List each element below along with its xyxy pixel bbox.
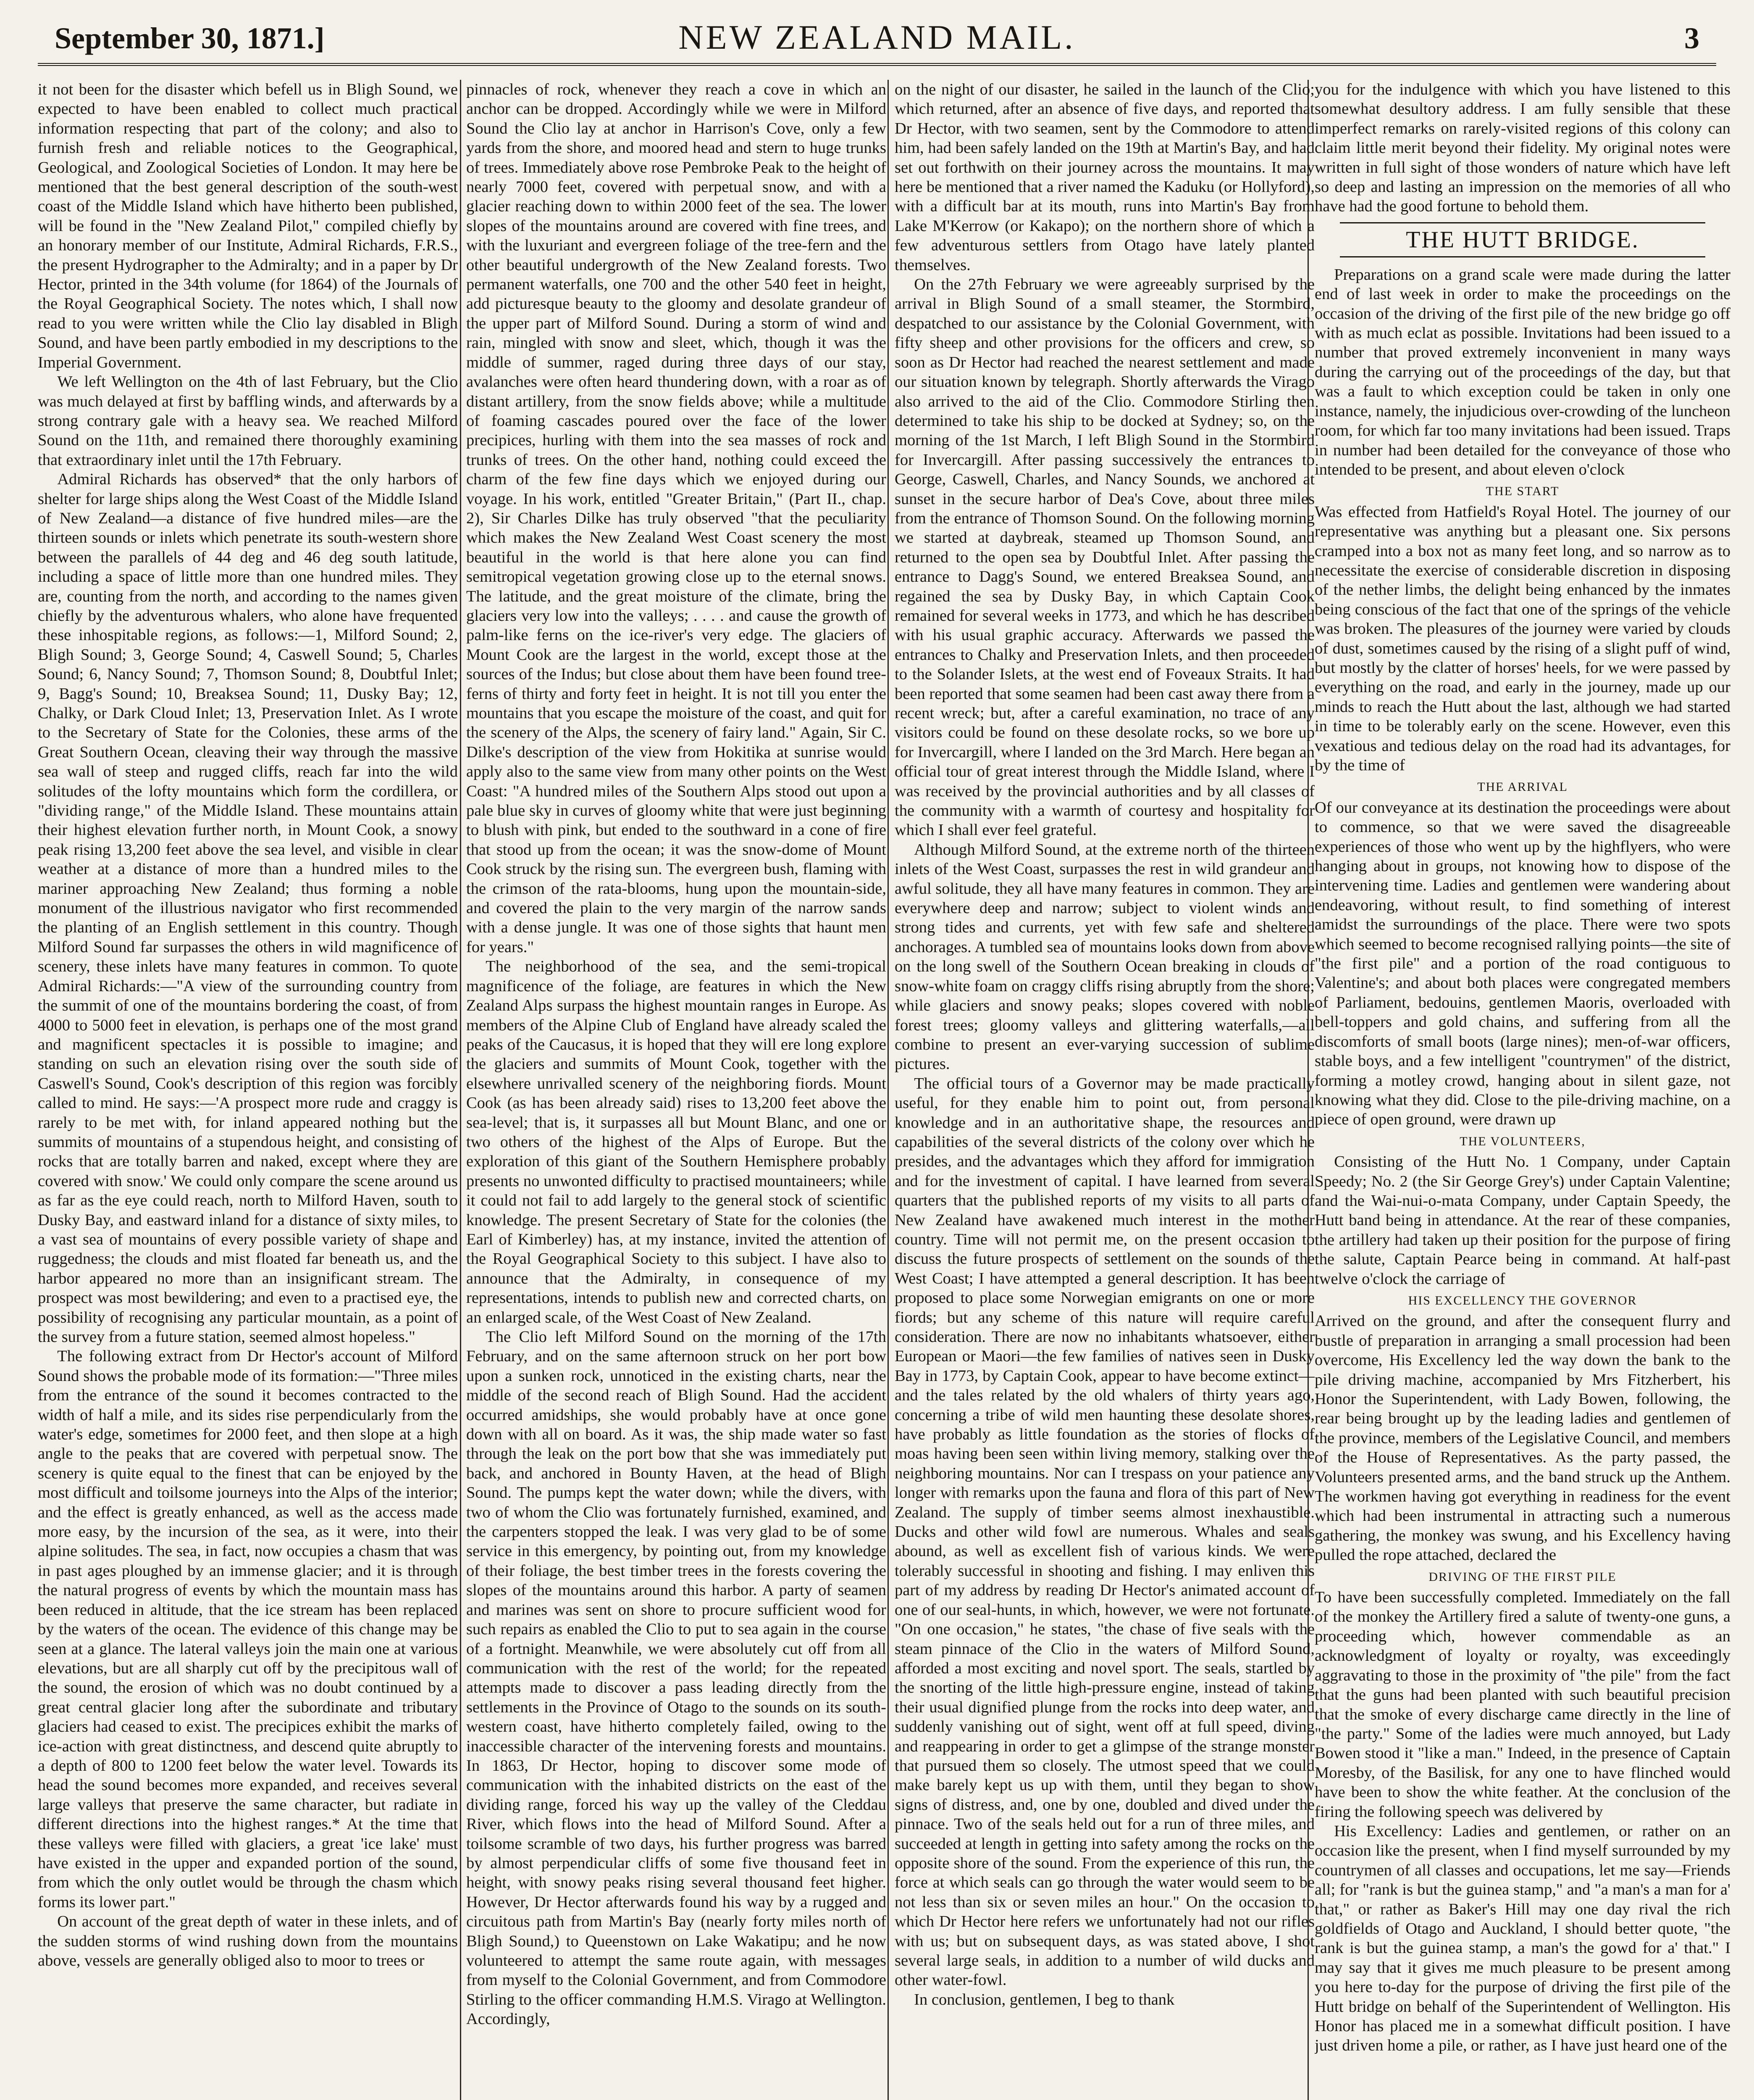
subheading: HIS EXCELLENCY THE GOVERNOR	[1408, 1293, 1637, 1307]
paragraph: The following extract from Dr Hector's account of Milford Sound shows the probable mode of its formation:—"Three miles from the entrance of the sound it becomes contracted to the width of half a mile, and its sides rise perpendicularly from the water's edge, sometimes for 2000 feet, and then slope at a high angle to the peaks that are covered with perpetual snow. The scenery is quite equal to the finest that can be enjoyed by the most difficult and toilsome journeys into the Alps of the interior; and the effect is greatly enhanced, as well as the access made more easy, by the incursion of the sea, as it were, into their alpine solitudes. The sea, in fact, now occupies a chasm that was in past ages ploughed by an immense glacier; and it is through the natural progress of events by which the mountain mass has been reduced in altitude, that the ice stream has been replaced by the waters of the ocean. The evidence of this change may be seen at a glance. The lateral valleys join the main one at various elevations, but are all sharply cut off by the precipitous wall of the sound, the erosion of which was no doubt continued by a great central glacier long after the subordinate and tributary glaciers had ceased to exist. The precipices exhibit the marks of ice-action with great distinctness, and descend quite abruptly to a depth of 800 to 1200 feet below the water level. Towards its head the sound becomes more expanded, and receives several large valleys that preserve the same character, but radiate in different directions into the highest ranges.* At the time that these valleys were filled with glaciers, a great 'ice lake' must have existed in the upper and expanded portion of the sound, from which the only outlet would be through the chasm which forms its lower part."	[38, 1347, 458, 1911]
paragraph: Preparations on a grand scale were made during the latter end of last week in order to make the proceedings on the occasion of the driving of the first pile of the new bridge go off with as much eclat as possible. Invitations had been issued to a number that proved extremely inconvenient in many ways during the carrying out of the proceedings of the day, but that was a fault to which exception could be taken in only one instance, namely, the injudicious over-crowding of the luncheon room, for which far too many invitations had been issued. Traps in number had been detailed for the conveyance of those who intended to be present, and about eleven o'clock	[1315, 265, 1730, 478]
subheading: DRIVING OF THE FIRST PILE	[1428, 1570, 1617, 1584]
column-4	[1315, 80, 1730, 2100]
paragraph: On the 27th February we were agreeably surprised by the arrival in Bligh Sound of a small steamer, the Stormbird, despatched to our assistance by the Colonial Government, with fifty sheep and other provisions for the officers and crew, so soon as Dr Hector had reached the nearest settlement and made our situation known by telegraph. Shortly afterwards the Virago also arrived to the aid of the Clio. Commodore Stirling then determined to take his ship to be docked at Sydney; so, on the morning of the 1st March, I left Bligh Sound in the Stormbird for Invercargill. After passing successively the entrances to George, Caswell, Charles, and Nancy Sounds, we anchored at sunset in the secure harbor of Dea's Cove, about three miles from the entrance of Thomson Sound. On the following morning we started at daybreak, steamed up Thomson Sound, and returned to the open sea by Doubtful Inlet. After passing the entrance to Dagg's Sound, we entered Breaksea Sound, and regained the sea by Dusky Bay, in which Captain Cook remained for several weeks in 1773, and which he has described with his usual graphic accuracy. Afterwards we passed the entrances to Chalky and Preservation Inlets, and then proceeded to the Solander Islets, at the west end of Foveaux Straits. It had been reported that some seamen had been cast away there from a recent wreck; but, after a careful examination, no trace of any visitors could be found on these desolate rocks, so we bore up for Invercargill, where I landed on the 3rd March. Here began an official tour of great interest through the Middle Island, where I was received by the provincial authorities and by all classes of the community with a warmth of courtesy and hospitality for which I shall ever feel grateful.	[895, 276, 1315, 839]
column-rule	[888, 80, 889, 2100]
column-rule	[460, 80, 461, 2100]
paragraph: Admiral Richards has observed* that the only harbors of shelter for large ships along the West Coast of the Middle Island of New Zealand—a distance of five hundred miles—are the thirteen sounds or inlets which penetrate its south-western shore between the parallels of 44 deg and 46 deg south latitude, including a space of little more than one hundred miles. They are, counting from the north, and according to the names given chiefly by the adventurous whalers, who alone have frequented these inhospitable regions, as follows:—1, Milford Sound; 2, Bligh Sound; 3, George Sound; 4, Caswell Sound; 5, Charles Sound; 6, Nancy Sound; 7, Thomson Sound; 8, Doubtful Inlet; 9, Bagg's Sound; 10, Breaksea Sound; 11, Dusky Bay; 12, Chalky, or Dark Cloud Inlet; 13, Preservation Inlet. As I wrote to the Secretary of State for the Colonies, these arms of the Great Southern Ocean, cleaving their way through the massive sea wall of steep and rugged cliffs, reach far into the wild solitudes of the lofty mountains which form the cordillera, or "dividing range," of the Middle Island. These mountains attain their highest elevation further north, in Mount Cook, a snowy peak rising 13,200 feet above the sea level, and visible in clear weather at a distance of more than a hundred miles to the mariner approaching New Zealand; thus forming a noble monument of the illustrious navigator who first recommended the planting of an English settlement in this country. Though Milford Sound far surpasses the others in wild magnificence of scenery, these inlets have many features in common. To quote Admiral Richards:—"A view of the surrounding country from the summit of one of the mountains bordering the coast, of from 4000 to 5000 feet in elevation, is perhaps one of the most grand and magnificent spectacles it is possible to imagine; and standing on such an elevation rising over the south side of Caswell's Sound, Cook's description of this region was forcibly called to mind. He says:—'A prospect more rude and craggy is rarely to be met with, for inland appeared nothing but the summits of mountains of a stupendous height, and consisting of rocks that are totally barren and naked, except where they are covered with snow.' We could only compare the scene around us as far as the eye could reach, north to Milford Haven, south to Dusky Bay, and eastward inland for a distance of sixty miles, to a vast sea of mountains of every possible variety of shape and ruggedness; the clouds and mist floated far beneath us, and the harbor appeared no more than an insignificant stream. The prospect was most bewildering; and even to a practised eye, the possibility of recognising any particular mountain, as a point of the survey from a future station, seemed almost hopeless."	[38, 470, 458, 1346]
paragraph: The neighborhood of the sea, and the semi-tropical magnificence of the foliage, are features in which the New Zealand Alps surpass the highest mountain ranges in Europe. As members of the Alpine Club of England have already scaled the peaks of the Caucasus, it is hoped that they will ere long explore the glaciers and summits of Mount Cook, together with the elsewhere unrivalled scenery of the neighboring fiords. Mount Cook (as has been already said) rises to 13,200 feet above the sea-level; that is, it surpasses all but Mount Blanc, and one or two others of the highest of the Alps of Europe. But the exploration of this giant of the Southern Hemisphere probably presents no unwonted difficulty to practised mountaineers; while it could not fail to add largely to the general stock of scientific knowledge. The present Secretary of State for the colonies (the Earl of Kimberley) has, at my instance, invited the attention of the Royal Geographical Society to this subject. I have also to announce that the Admiralty, in consequence of my representations, intends to publish new and corrected charts, on an enlarged scale, of the West Coast of New Zealand.	[466, 958, 886, 1326]
paragraph: pinnacles of rock, whenever they reach a cove in which an anchor can be dropped. Accordingly while we were in Milford Sound the Clio lay at anchor in Harrison's Cove, only a few yards from the shore, and moored head and stern to huge trunks of trees. Immediately above rose Pembroke Peak to the height of nearly 7000 feet, covered with perpetual snow, and with a glacier reaching down to within 2000 feet of the sea. The lower slopes of the mountains around are covered with fine trees, and with the luxuriant and evergreen foliage of the tree-fern and the other beautiful undergrowth of the New Zealand forests. Two permanent waterfalls, one 700 and the other 540 feet in height, add picturesque beauty to the gloomy and desolate grandeur of the upper part of Milford Sound. During a storm of wind and rain, mingled with snow and sleet, which, though it was the middle of summer, raged during three days of our stay, avalanches were often heard thundering down, with a roar as of distant artillery, from the snow fields above; while a multitude of foaming cascades poured over the face of the lower precipices, hurling with them into the sea masses of rock and trunks of trees. On the other hand, nothing could exceed the charm of the few fine days which we enjoyed during our voyage. In his work, entitled "Greater Britain," (Part II., chap. 2), Sir Charles Dilke has truly observed "that the peculiarity which makes the New Zealand West Coast scenery the most beautiful in the world is that here alone you can find semitropical vegetation growing close up to the eternal snows. The latitude, and the great moisture of the climate, bring the glaciers very low into the valleys; . . . . and cause the growth of palm-like ferns on the ice-river's very edge. The glaciers of Mount Cook are the largest in the world, except those at the sources of the Indus; but close about them have been found tree-ferns of thirty and forty feet in height. It is not till you enter the mountains that you escape the moisture of the coast, and quit for the scenery of the Alps, the scenery of fairy land." Again, Sir C. Dilke's description of the view from Hokitika at sunrise would apply also to the same view from many other points on the West Coast: "A hundred miles of the Southern Alps stood out upon a pale blue sky in curves of gloomy white that were just beginning to blush with pink, but ended to the southward in a cone of fire that stood up from the ocean; it was the snow-dome of Mount Cook struck by the rising sun. The evergreen bush, flaming with the crimson of the rata-blooms, hung upon the mountain-side, and covered the plain to the very margin of the narrow sands with a dense jungle. It was one of those sights that haunt men for years."	[466, 81, 886, 956]
paragraph: Arrived on the ground, and after the consequent flurry and bustle of preparation in arranging a small procession had been overcome, His Excellency led the way down the bank to the pile driving machine, accompanied by Mrs Fitzherbert, his Honor the Superintendent, with Lady Bowen, following, the rear being brought up by the leading ladies and gentlemen of the province, members of the Legislative Council, and members of the House of Representatives. As the party passed, the Volunteers presented arms, and the band struck up the Anthem. The workmen having got everything in readiness for the event which had been instrumental in attracting such a numerous gathering, the monkey was swung, and his Excellency having pulled the rope attached, declared the	[1315, 1312, 1730, 1564]
paragraph: on the night of our disaster, he sailed in the launch of the Clio; which returned, after an absence of five days, and reported that Dr Hector, with two seamen, sent by the Commodore to attend him, had been safely landed on the 19th at Martin's Bay, and had set out forthwith on their journey across the mountains. It may here be mentioned that a river named the Kaduku (or Hollyford), with a difficult bar at its mouth, runs into Martin's Bay from Lake M'Kerrow (or Kakapo); on the northern shore of which a few adventurous settlers from Otago have lately planted themselves.	[895, 81, 1315, 274]
paragraph: Was effected from Hatfield's Royal Hotel. The journey of our representative was anything but a pleasant one. Six persons cramped into a box not as many feet long, and so narrow as to necessitate the exercise of considerable discretion in disposing of the nether limbs, the delight being enhanced by the inmates being conscious of the fact that one of the springs of the vehicle was broken. The pleasures of the journey were varied by clouds of dust, sometimes caused by the rising of a slight puff of wind, but mostly by the clatter of horses' heels, for we were passed by everything on the road, and early in the journey, made up our minds to reach the Hutt about the last, although we had started in time to be tolerably early on the scene. However, even this vexatious and tedious delay on the road had its advantages, for by the time of	[1315, 503, 1730, 774]
paragraph: you for the indulgence with which you have listened to this somewhat desultory address. I am fully sensible that these imperfect remarks on rarely-visited regions of this colony can claim little merit beyond their fidelity. My original notes were written in full sight of those wonders of nature which have left so deep and lasting an impression on the memories of all who have had the good fortune to behold them.	[1315, 81, 1730, 215]
subheading: THE START	[1486, 484, 1560, 499]
paragraph: We left Wellington on the 4th of last February, but the Clio was much delayed at first by baffling winds, and afterwards by a strong contrary gale with a heavy sea. We reached Milford Sound on the 11th, and remained there thoroughly examining that extraordinary inlet until the 17th February.	[38, 373, 458, 469]
paragraph: The Clio left Milford Sound on the morning of the 17th February, and on the same afternoon struck on her port bow upon a sunken rock, unnoticed in the existing charts, near the middle of the second reach of Bligh Sound. Had the accident occurred amidships, she would probably have at once gone down with all on board. As it was, the ship made water so fast through the leak on the port bow that she was immediately put back, and anchored in Bounty Haven, at the head of Bligh Sound. The pumps kept the water down; while the divers, with two of whom the Clio was fortunately furnished, examined, and the carpenters stopped the leak. I was very glad to be of some service in this emergency, by pointing out, from my knowledge of their foliage, the best timber trees in the forests covering the slopes of the mountains around this harbor. A party of seamen and marines was sent on shore to procure sufficient wood for such repairs as enabled the Clio to put to sea again in the course of a fortnight. Meanwhile, we were absolutely cut off from all communication with the rest of the world; for the repeated attempts made to discover a pass leading directly from the settlements in the Province of Otago to the sounds on its south-western coast, have hitherto completely failed, owing to the inaccessible character of the intervening forests and mountains. In 1863, Dr Hector, hoping to discover some mode of communication with the inhabited districts on the east of the dividing range, forced his way up the valley of the Cleddau River, which flows into the head of Milford Sound. After a toilsome scramble of two days, his further progress was barred by almost perpendicular cliffs of some five thousand feet in height, with snowy peaks rising several thousand feet higher. However, Dr Hector afterwards found his way by a rugged and circuitous path from Martin's Bay (nearly forty miles north of Bligh Sound,) to Queenstown on Lake Wakatipu; and he now volunteered to attempt the same route again, with messages from myself to the Colonial Government, and from Commodore Stirling to the officer commanding H.M.S. Virago at Wellington. Accordingly,	[466, 1328, 886, 2028]
masthead	[38, 13, 1716, 66]
paragraph: To have been successfully completed. Immediately on the fall of the monkey the Artillery fired a salute of twenty-one guns, a proceeding which, however commendable as an acknowledgment of loyalty or royalty, was exceedingly aggravating to those in the proximity of "the pile" from the fact that the guns had been planted with such beautiful precision that the smoke of every discharge came directly in the line of "the party." Some of the ladies were much annoyed, but Lady Bowen stood it "like a man." Indeed, in the presence of Captain Moresby, of the Basilisk, for any one to have flinched would have been to show the white feather. At the conclusion of the firing the following speech was delivered by	[1315, 1588, 1730, 1821]
paragraph: On account of the great depth of water in these inlets, and of the sudden storms of wind rushing down from the mountains above, vessels are generally obliged also to moor to trees or	[38, 1913, 458, 1969]
article-title: THE HUTT BRIDGE.	[1340, 222, 1705, 257]
page-number: 3	[1684, 21, 1699, 55]
paragraph: Although Milford Sound, at the extreme north of the thirteen inlets of the West Coast, surpasses the rest in wild grandeur and awful solitude, they all have many features in common. They are everywhere deep and narrow; subject to violent winds and strong tides and currents, yet with few safe and sheltered anchorages. A tumbled sea of mountains looks down from above on the long swell of the Southern Ocean breaking in clouds of snow-white foam on craggy cliffs rising abruptly from the shore; while glaciers and snowy peaks; slopes covered with noble forest trees; gloomy valleys and glittering waterfalls,—all combine to present an ever-varying succession of sublime pictures.	[895, 840, 1315, 1073]
paragraph: His Excellency: Ladies and gentlemen, or rather on an occasion like the present, when I find myself surrounded by my countrymen of all classes and occupations, let me say—Friends all; for "rank is but the guinea stamp," and "a man's a man for a' that," or rather as Baker's Hill may one day rival the rich goldfields of Otago and Auckland, I should better quote, "the rank is but the guinea stamp, a man's the gowd for a' that." I may say that it gives me much pleasure to be present among you here to-day for the purpose of driving the first pile of the Hutt bridge on behalf of the Superintendent of Wellington. His Honor has placed me in a somewhat difficult position. I have just driven home a pile, or rather, as I have just heard one of the	[1315, 1822, 1730, 2055]
newspaper-title: NEW ZEALAND MAIL.	[678, 18, 1076, 56]
paragraph: Consisting of the Hutt No. 1 Company, under Captain Speedy; No. 2 (the Sir George Grey's) under Captain Valentine; and the Wai-nui-o-mata Company, under Captain Speedy, the Hutt band being in attendance. At the rear of these companies, the artillery had taken up their position for the purpose of firing the salute, Captain Pearce being in command. At half-past twelve o'clock the carriage of	[1315, 1153, 1730, 1288]
issue-date: September 30, 1871.]	[55, 21, 325, 55]
column-1	[38, 80, 458, 2100]
column-2	[466, 80, 886, 2100]
subheading: THE ARRIVAL	[1477, 780, 1568, 794]
paragraph: it not been for the disaster which befell us in Bligh Sound, we expected to have been enabled to collect much practical information respecting that part of the colony; and also to furnish fresh and reliable notices to the Geographical, Geological, and Zoological Societies of London. It may here be mentioned that the best general description of the south-west coast of the Middle Island which have hitherto been published, will be found in the "New Zealand Pilot," compiled chiefly by an honorary member of our Institute, Admiral Richards, F.R.S., the present Hydrographer to the Admiralty; and in a paper by Dr Hector, printed in the 34th volume (for 1864) of the Journals of the Royal Geographical Society. The notes which, I shall now read to you were written while the Clio lay disabled in Bligh Sound, and have been partly embodied in my descriptions to the Imperial Government.	[38, 81, 458, 371]
column-3	[895, 80, 1315, 2100]
paragraph: In conclusion, gentlemen, I beg to thank	[914, 1990, 1175, 2008]
paragraph: Of our conveyance at its destination the proceedings were about to commence, so that we were saved the disagreeable experiences of those who went up by the highflyers, who were hanging about in groups, not knowing how to dispose of the intervening time. Ladies and gentlemen were wandering about endeavoring, without result, to find something of interest amidst the surroundings of the place. There were two spots which seemed to become recognised rallying points—the site of "the first pile" and a portion of the road contiguous to Valentine's; and about both places were congregated members of Parliament, bedouins, gentlemen Maoris, overloaded with bell-toppers and gold chains, and suffering from all the discomforts of small boots (large nines); men-of-war officers, stable boys, and a few intelligent "countrymen" of the district, forming a motley crowd, hanging about in silent gaze, not knowing what they did. Close to the pile-driving machine, on a piece of open ground, were drawn up	[1315, 798, 1730, 1129]
paragraph: The official tours of a Governor may be made practically useful, for they enable him to point out, from personal knowledge and in an authoritative shape, the resources and capabilities of the several districts of the colony over which he presides, and the advantages which they afford for immigration and for the investment of capital. I have learned from several quarters that the published reports of my visits to all parts of New Zealand have awakened much interest in the mother country. Time will not permit me, on the present occasion to discuss the future prospects of settlement on the sounds of the West Coast; I have attempted a general description. It has been proposed to place some Norwegian emigrants on one or more fiords; but any scheme of this nature will require careful consideration. There are now no inhabitants whatsoever, either European or Maori—the few families of natives seen in Dusky Bay in 1773, by Captain Cook, appear to have become extinct—and the tales related by the old whalers of thirty years ago, concerning a tribe of wild men haunting these desolate shores, have probably as little foundation as the stories of flocks of moas having been seen within living memory, stalking over the neighboring mountains. Nor can I trespass on your patience any longer with remarks upon the fauna and flora of this part of New Zealand. The supply of timber seems almost inexhaustible. Ducks and other wild fowl are numerous. Whales and seals abound, as well as excellent fish of various kinds. We were tolerably successful in shooting and fishing. I may enliven this part of my address by reading Dr Hector's animated account of one of our seal-hunts, in which, however, we were not fortunate. "On one occasion," he states, "the chase of five seals with the steam pinnace of the Clio in the waters of Milford Sound, afforded a most exciting and novel sport. The seals, startled by the snorting of the little high-pressure engine, instead of taking their usual dignified plunge from the rocks into deep water, and suddenly vanishing out of sight, went off at full speed, diving and reappearing in order to get a glimpse of the strange monster that pursued them so closely. The utmost speed that we could make barely kept us up with them, until they began to show signs of distress, and, one by one, doubled and dived under the pinnace. Two of the seals held out for a run of three miles, and succeeded at length in getting into safety among the rocks on the opposite shore of the sound. From the experience of this run, the force at which seals can go through the water would seem to be not less than six or seven miles an hour." On the occasion to which Dr Hector here refers we unfortunately had not our rifles with us; but on subsequent days, as was stated above, I shot several large seals, in addition to a number of wild ducks and other water-fowl.	[895, 1074, 1315, 1989]
subheading: THE VOLUNTEERS,	[1460, 1134, 1586, 1148]
